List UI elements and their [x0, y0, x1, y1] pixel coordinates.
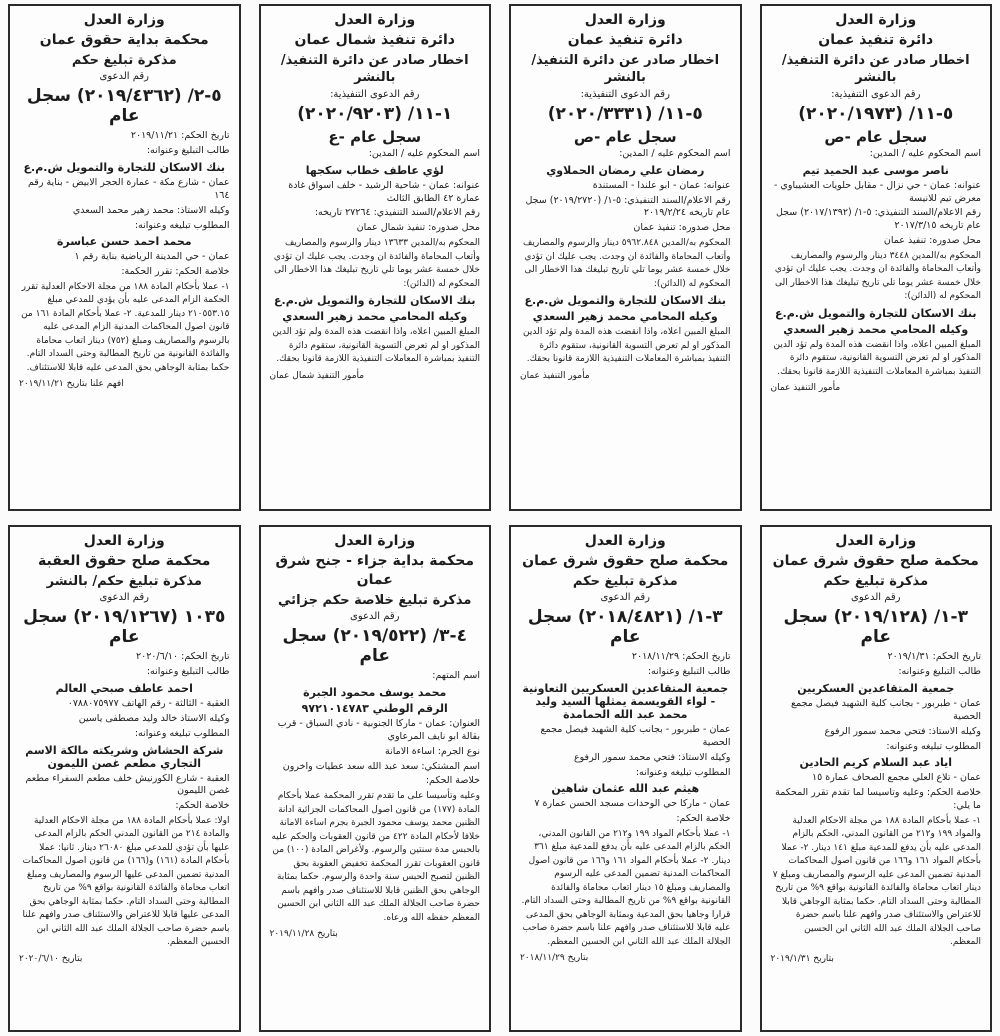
- notice-card: [259, 4, 492, 511]
- ministry-title: وزارة العدل: [334, 533, 416, 549]
- notice-card: [8, 4, 241, 511]
- case-number: ٥-٢/ (٢٠١٩/٤٣٦٢) سجل عام: [26, 86, 222, 127]
- info-line: تاريخ الحكم: ٢٠١٩/١١/٢١: [130, 130, 230, 142]
- lawyer-name: وكيله المحامي محمد زهير السعدي: [532, 310, 718, 324]
- info-line: تاريخ الحكم: ٢٠١٩/١/٣١: [887, 651, 981, 663]
- signature-line: مأمور التنفيذ عمان: [770, 383, 841, 394]
- info-line: احمد عاطف صبحي العالم: [55, 682, 193, 696]
- signature-line: بتاريخ ٢٠١٨/١١/٢٩: [520, 953, 589, 964]
- signature-line: بتاريخ ٢٠٢٠/٦/١٠: [19, 953, 83, 964]
- notice-title: اخطار صادر عن دائرة التنفيذ/بالنشر: [280, 52, 469, 86]
- info-line: المطلوب تبليغه وعنوانه:: [134, 219, 230, 231]
- judgment-body: ١- عملا بأحكام المواد ١٩٩ و٢١٢ من القانون المدني، الحكم بالزام المدعى عليه بأن يدفع للمدعية مبلغ ٣٦١ دينار. ٢- عملا بأحكام المواد ١٦١ و١٦٦ من قانون اصول المحاكمات المدنية تضمين المدعى عليه الرسوم والمصاريف ومبلغ ١٥ دينار اتعاب محاماة والفائدة القانونية بواقع ٩% من تاريخ المطالبة وحتى السداد التام. قرارا وجاهيا بحق المدعية وبمثابة الوجاهي بحق المدعى عليه قابلا للاستئناف صدر وافهم علنا باسم حضرة صاحب الجلالة الملك عبد الله الثاني ابن الحسين المعظم.: [521, 828, 731, 947]
- case-number: ٣-١/ (٢٠١٩/١٢٨) سجل عام: [783, 607, 968, 648]
- info-line: شركة الحشاش وشريكته مالكة الاسم التجاري مطعم غصن الليمون: [25, 743, 224, 770]
- info-line: خلاصة الحكم:: [175, 800, 230, 812]
- case-label: رقم الدعوى: [99, 592, 149, 604]
- info-line: وكيله الاستاذ خالد وليد مصطفى ياسين: [78, 712, 230, 724]
- creditor-name: بنك الاسكان للتجارة والتمويل ش.م.ع: [775, 306, 977, 320]
- info-line: محمد يوسف محمود الجبرة: [303, 686, 447, 700]
- info-line: ناصر موسى عبد الحميد تيم: [802, 163, 949, 177]
- signature-line: مأمور التنفيذ عمان: [520, 370, 590, 381]
- creditor-name: بنك الاسكان للتجارة والتمويل ش.م.ع: [274, 294, 476, 308]
- judgment-body: وعليه وتأسيسا على ما تقدم تقرر المحكمة عملا بأحكام المادة (١٧٧) من قانون اصول المحاكمات الجزائية ادانة الظنين محمد يوسف محمود الجبرة بجرم اساءة الامانة خلافا لأحكام المادة ٤٢٢ من قانون العقوبات والحكم عليه بالحبس مدة سنتين والرسوم. ولأغراض المادة (١٠٠) من قانون العقوبات تقرر المحكمة تخفيض العقوبة بحق الظنين لتصبح الحبس سنة واحدة والرسوم. حكما بمثابة الوجاهي بحق الظنين قابلا للاستئناف صدر وافهم باسم حضرة صاحب الجلالة الملك عبد الله الثاني ابن الحسين المعظم حفظه الله ورعاه.: [271, 791, 480, 923]
- info-line: اسم المحكوم عليه / المدين:: [368, 147, 480, 159]
- closing-text: المبلغ المبين اعلاه، واذا انقضت هذه المدة ولم تؤد الدين المذكور او لم تعرض التسوية القانونية، ستقوم دائرة التنفيذ بمباشرة المعاملات التنفيذية اللازمة قانونا بحقك.: [523, 327, 731, 365]
- notice-title: مذكرة تبليغ خلاصة حكم جزائي: [278, 592, 472, 608]
- info-line: المطلوب تبليغه وعنوانه:: [635, 766, 731, 778]
- case-number: ١-١١/ (٢٠٢٠/٩٢٠٣): [297, 103, 453, 124]
- notice-card: [509, 4, 742, 511]
- info-line: عمان - شارع مكة - عمارة الحجر الابيض - بناية رقم ١٦٤: [27, 177, 230, 201]
- ministry-title: وزارة العدل: [584, 533, 666, 549]
- notice-card: [8, 525, 241, 1032]
- case-label: رقم الدعوى التنفيذية:: [330, 88, 420, 100]
- signature-line: بتاريخ ٢٠١٩/١/٣١: [770, 953, 834, 964]
- info-line: محل صدوره: تنفيذ عمان: [883, 235, 981, 247]
- case-label: رقم الدعوى التنفيذية:: [831, 88, 921, 100]
- info-line: رقم الاعلام/السند التنفيذي: ٥-١/ (٢٠١٩/٢٧٢٠) سجل عام تاريخه ٢٠١٩/٢/٢٤: [525, 194, 731, 219]
- info-line: اسم المتهم:: [432, 670, 480, 682]
- info-line: اسم المحكوم عليه / المدين:: [869, 147, 981, 159]
- register-type: سجل عام -ص: [824, 127, 928, 146]
- ministry-title: وزارة العدل: [584, 12, 666, 28]
- info-line: جمعية المتقاعدين العسكريين: [797, 682, 955, 696]
- info-line: طالب التبليغ وعنوانه:: [146, 145, 230, 157]
- ministry-title: وزارة العدل: [835, 533, 917, 549]
- info-line: اياد عبد السلام كريم الحادين: [799, 756, 952, 770]
- signature-line: مأمور التنفيذ شمال عمان: [269, 370, 365, 381]
- info-line: اسم المحكوم عليه / المدين:: [619, 147, 731, 159]
- case-label: رقم الدعوى: [600, 592, 650, 604]
- info-line: تاريخ الحكم: ٢٠١٨/١١/٢٩: [631, 651, 731, 663]
- notice-card: [259, 525, 492, 1032]
- judgment-body: المحكوم به/المدين ١٣٦٣٣ دينار والرسوم والمصاريف وأتعاب المحاماة والفائدة ان وجدت. يجب عليك ان تؤدي خلال خمسة عشر يوما تلي تاريخ تبليغك هذا الاخطار الى المحكوم له (الدائن):: [273, 238, 480, 289]
- info-line: محل صدوره: تنفيذ شمال عمان: [356, 222, 480, 234]
- register-type: سجل عام -ص: [573, 127, 677, 146]
- info-line: هيثم عبد الله عثمان شاهين: [551, 782, 700, 796]
- info-line: وكيله الاستاذ: محمد زهير محمد السعدي: [72, 204, 230, 216]
- notice-title: اخطار صادر عن دائرة التنفيذ/بالنشر: [781, 52, 970, 86]
- info-line: رقم الاعلام/السند التنفيذي: ٢٧٢٦٤ تاريخه:: [314, 207, 480, 219]
- info-line: جمعية المتقاعدين العسكريين التعاونية - لواء القويسمة يمثلها السيد وليد محمد عبد الله الحمامدة: [522, 682, 729, 722]
- info-line: اسم المشتكي: سعد عبد الله سعد عطيات واخرون: [282, 760, 480, 772]
- department-title: دائرة تنفيذ عمان: [567, 32, 683, 48]
- case-label: رقم الدعوى: [99, 71, 149, 83]
- case-label: رقم الدعوى: [350, 611, 400, 623]
- info-line: عمان - ماركا حي الوحدات مسجد الحسن عمارة ٧: [534, 798, 731, 810]
- notice-card: [509, 525, 742, 1032]
- info-line: وكيله الاستاذ: فتحي محمد سمور الرفوع: [824, 725, 981, 737]
- info-line: خلاصة الحكم:: [425, 775, 480, 787]
- info-line: طالب التبليغ وعنوانه:: [647, 666, 731, 678]
- judgment-body: المحكوم به/المدين ٣٤٤٨ دينار والرسوم والمصاريف وأتعاب المحاماة والفائدة ان وجدت. يجب عليك ان تؤدي خلال خمسة عشر يوما تلي تاريخ تبليغك هذا الاخطار الى المحكوم له (الدائن):: [774, 250, 981, 302]
- department-title: دائرة تنفيذ عمان: [818, 32, 934, 48]
- ministry-title: وزارة العدل: [83, 12, 165, 28]
- department-title: محكمة صلح حقوق شرق عمان: [772, 553, 979, 569]
- judgment-body: المحكوم به/المدين ٥٩٦٢.٨٤٨ دينار والرسوم والمصاريف وأتعاب المحاماة والفائدة ان وجدت. يجب عليك ان تؤدي خلال خمسة عشر يوما تلي تاريخ تبليغك هذا الاخطار الى المحكوم له (الدائن):: [523, 238, 731, 289]
- info-line: محمد احمد حسن عباسرة: [56, 235, 192, 249]
- case-label: رقم الدعوى التنفيذية:: [580, 88, 670, 100]
- info-line: رمضان علي رمضان الحملاوي: [546, 163, 705, 177]
- judgment-body: ١- عملا بأحكام المادة ١٨٨ من مجلة الاحكام العدلية والمواد ١٩٩ و٢١٢ من القانون المدني، الحكم بالزام المدعى عليه بأن يدفع للمدعية مبلغ ١٤١ دينار. ٢- عملا بأحكام المواد ١٦١ و١٦٦ من قانون اصول المحاكمات المدنية تضمين المدعى عليه الرسوم والمصاريف ومبلغ ٧ دينار اتعاب محاماة والفائدة القانونية بواقع ٩% من تاريخ المطالبة وحتى السداد التام. حكما بمثابة الوجاهي قابلا للاعتراض والاستئناف صدر وافهم علنا باسم حضرة صاحب الجلالة الملك عبد الله الثاني ابن الحسين المعظم.: [772, 815, 981, 948]
- info-line: محل صدوره: تنفيذ عمان: [633, 222, 731, 234]
- info-line: نوع الجرم: اساءة الامانة: [385, 745, 480, 757]
- department-title: محكمة صلح حقوق شرق عمان: [522, 553, 729, 569]
- case-number: ٣-١/ (٢٠١٨/٤٨٢١) سجل عام: [527, 607, 723, 648]
- register-type: سجل عام -ع: [328, 127, 422, 146]
- signature-line: بتاريخ ٢٠١٩/١١/٢٨: [269, 929, 338, 940]
- department-title: محكمة صلح حقوق العقبة: [38, 553, 211, 569]
- case-number: ٤-٣/ (٢٠١٩/٥٢٢) سجل عام: [282, 626, 467, 667]
- case-number: ٥-١١/ (٢٠٢٠/٣٣٣١): [547, 103, 703, 124]
- info-line: خلاصة الحكم: وعليه وتاسيسا لما تقدم تقرر المحكمة ما يلي:: [775, 787, 981, 811]
- department-title: محكمة بداية حقوق عمان: [39, 32, 209, 48]
- info-line: وكيله الاستاذ: فتحي محمد سمور الرفوع: [573, 751, 731, 763]
- info-line: العنوان: عمان - ماركا الجنوبية - نادي السباق - قرب بقالة ابو نايف المرعاوي: [277, 718, 480, 742]
- case-number: ١٠٣٥ (٢٠١٩/١٢٦٧) سجل عام: [23, 607, 226, 648]
- notice-title: مذكرة تبليغ حكم: [572, 573, 678, 589]
- info-line: الرقم الوطني ٩٧٢١٠١٤٧٨٣: [301, 702, 448, 716]
- info-line: تاريخ الحكم: ٢٠٢٠/٦/١٠: [135, 651, 230, 663]
- info-line: عنوانه: عمان - حي نزال - مقابل حلويات العشيباوي - معرض تيم للانيسة: [773, 179, 981, 204]
- info-line: المطلوب تبليغه وعنوانه:: [886, 740, 981, 752]
- info-line: خلاصة الحكم: تقرر الحكمة:: [121, 266, 230, 278]
- info-line: بنك الاسكان للتجارة والتمويل ش.م.ع: [23, 161, 225, 175]
- info-line: العقبة - الثالثة - رقم الهاتف ٠٧٨٨٠٧٥٩٧٧: [67, 698, 230, 710]
- info-line: عمان - طبربور - بجانب كلية الشهيد فيصل مجمع الحصية: [540, 724, 731, 748]
- info-line: عمان - طبربور - بجانب كلية الشهيد فيصل مجمع الحصية: [791, 698, 981, 722]
- judgment-body: ١- عملا بأحكام المادة ١٨٨ من مجلة الاحكام العدلية تقرر الحكمة الزام المدعى عليه بأن يؤدي للمدعي مبلغ ٢١٠٥٥٣.١٥ دينار للمدعية. ٢- عملا بأحكام المادة ١٦١ من قانون اصول المحاكمات المدنية الزام المدعى عليه بالرسوم والمصاريف ومبلغ (٧٥٢) دينار اتعاب محاماة والفائدة القانونية من تاريخ المطالبة وحتى السداد التام. حكما بمثابة الوجاهي بحق المدعى عليه قابلا للاستئناف.: [21, 281, 230, 373]
- notice-card: [760, 525, 993, 1032]
- department-title: دائرة تنفيذ شمال عمان: [294, 32, 455, 48]
- info-line: العقبة - شارع الكورنيش خلف مطعم السفراء مطعم غصن الليمون: [25, 772, 230, 797]
- info-line: طالب التبليغ وعنوانه:: [146, 666, 230, 678]
- case-number: ٥-١١/ (٢٠٢٠/١٩٧٣): [798, 103, 954, 124]
- closing-text: المبلغ المبين اعلاه، واذا انقضت هذه المدة ولم تؤد الدين المذكور او لم تعرض التسوية القانونية، ستقوم دائرة التنفيذ بمباشرة المعاملات التنفيذية اللازمة قانونا بحقك.: [773, 339, 981, 377]
- info-line: لؤي عاطف خطاب سكجها: [305, 163, 444, 177]
- case-label: رقم الدعوى: [851, 592, 901, 604]
- info-line: عنوانه: عمان - ابو علندا - المستندة: [592, 179, 731, 191]
- lawyer-name: وكيله المحامي محمد زهير السعدي: [282, 310, 468, 324]
- info-line: المطلوب تبليغه وعنوانه:: [134, 727, 230, 739]
- closing-text: المبلغ المبين اعلاه، واذا انقضت هذه المدة ولم تؤد الدين المذكور او لم تعرض التسوية القانونية، ستقوم دائرة التنفيذ بمباشرة المعاملات التنفيذية اللازمة قانونا بحقك.: [272, 327, 480, 365]
- notice-title: مذكرة تبليغ حكم: [71, 52, 177, 68]
- info-line: رقم الاعلام/السند التنفيذي: ٥-١/ (٢٠١٧/١٣٩٢) سجل عام تاريخه ٢٠١٧/٣/١٥: [775, 207, 981, 232]
- info-line: خلاصة الحكم:: [676, 813, 731, 825]
- notice-title: مذكرة تبليغ حكم/ بالنشر: [46, 573, 202, 589]
- notice-title: مذكرة تبليغ حكم: [823, 573, 929, 589]
- info-line: عنوانه: عمان - شاحية الرشيد - خلف اسواق غادة عمارة ٤٢ الطابق الثالث: [288, 179, 480, 204]
- signature-line: افهم علنا بتاريخ ٢٠١٩/١١/٢١: [19, 379, 124, 390]
- ministry-title: وزارة العدل: [83, 533, 165, 549]
- ministry-title: وزارة العدل: [334, 12, 416, 28]
- ministry-title: وزارة العدل: [835, 12, 917, 28]
- info-line: عمان - حي المدينة الرياضية بناية رقم ١: [74, 251, 230, 263]
- info-line: طالب التبليغ وعنوانه:: [898, 666, 981, 678]
- department-title: محكمة بداية جزاء - جنح شرق عمان: [275, 553, 474, 588]
- info-line: عمان - تلاع العلي مجمع الصحاف عمارة ١٥: [811, 772, 981, 784]
- notice-title: اخطار صادر عن دائرة التنفيذ/بالنشر: [531, 52, 720, 86]
- notice-card: [760, 4, 993, 511]
- lawyer-name: وكيله المحامي محمد زهير السعدي: [783, 322, 969, 336]
- judgment-body: اولا: عملا بأحكام المادة ١٨٨ من مجلة الاحكام العدلية والمادة ٢١٤ من القانون المدني الحكم بالزام المدعى عليها بأن تؤدي للمدعي مبلغ ٢٦٠٨٠ دينار. ثانيا: عملا بأحكام المادة (١٦١) و(١٦٦) من قانون اصول المحاكمات المدنية تضمين المدعى عليها الرسوم والمصاريف ومبلغ اتعاب محاماة والفائدة القانونية بواقع ٩% من تاريخ المطالبة وحتى السداد التام. حكما بمثابة الوجاهي بحق المدعى عليها قابلا للاعتراض والاستئناف صدر وافهم علنا باسم حضرة صاحب الجلالة الملك عبد الله الثاني ابن الحسين المعظم.: [22, 815, 230, 948]
- creditor-name: بنك الاسكان للتجارة والتمويل ش.م.ع: [524, 294, 726, 308]
